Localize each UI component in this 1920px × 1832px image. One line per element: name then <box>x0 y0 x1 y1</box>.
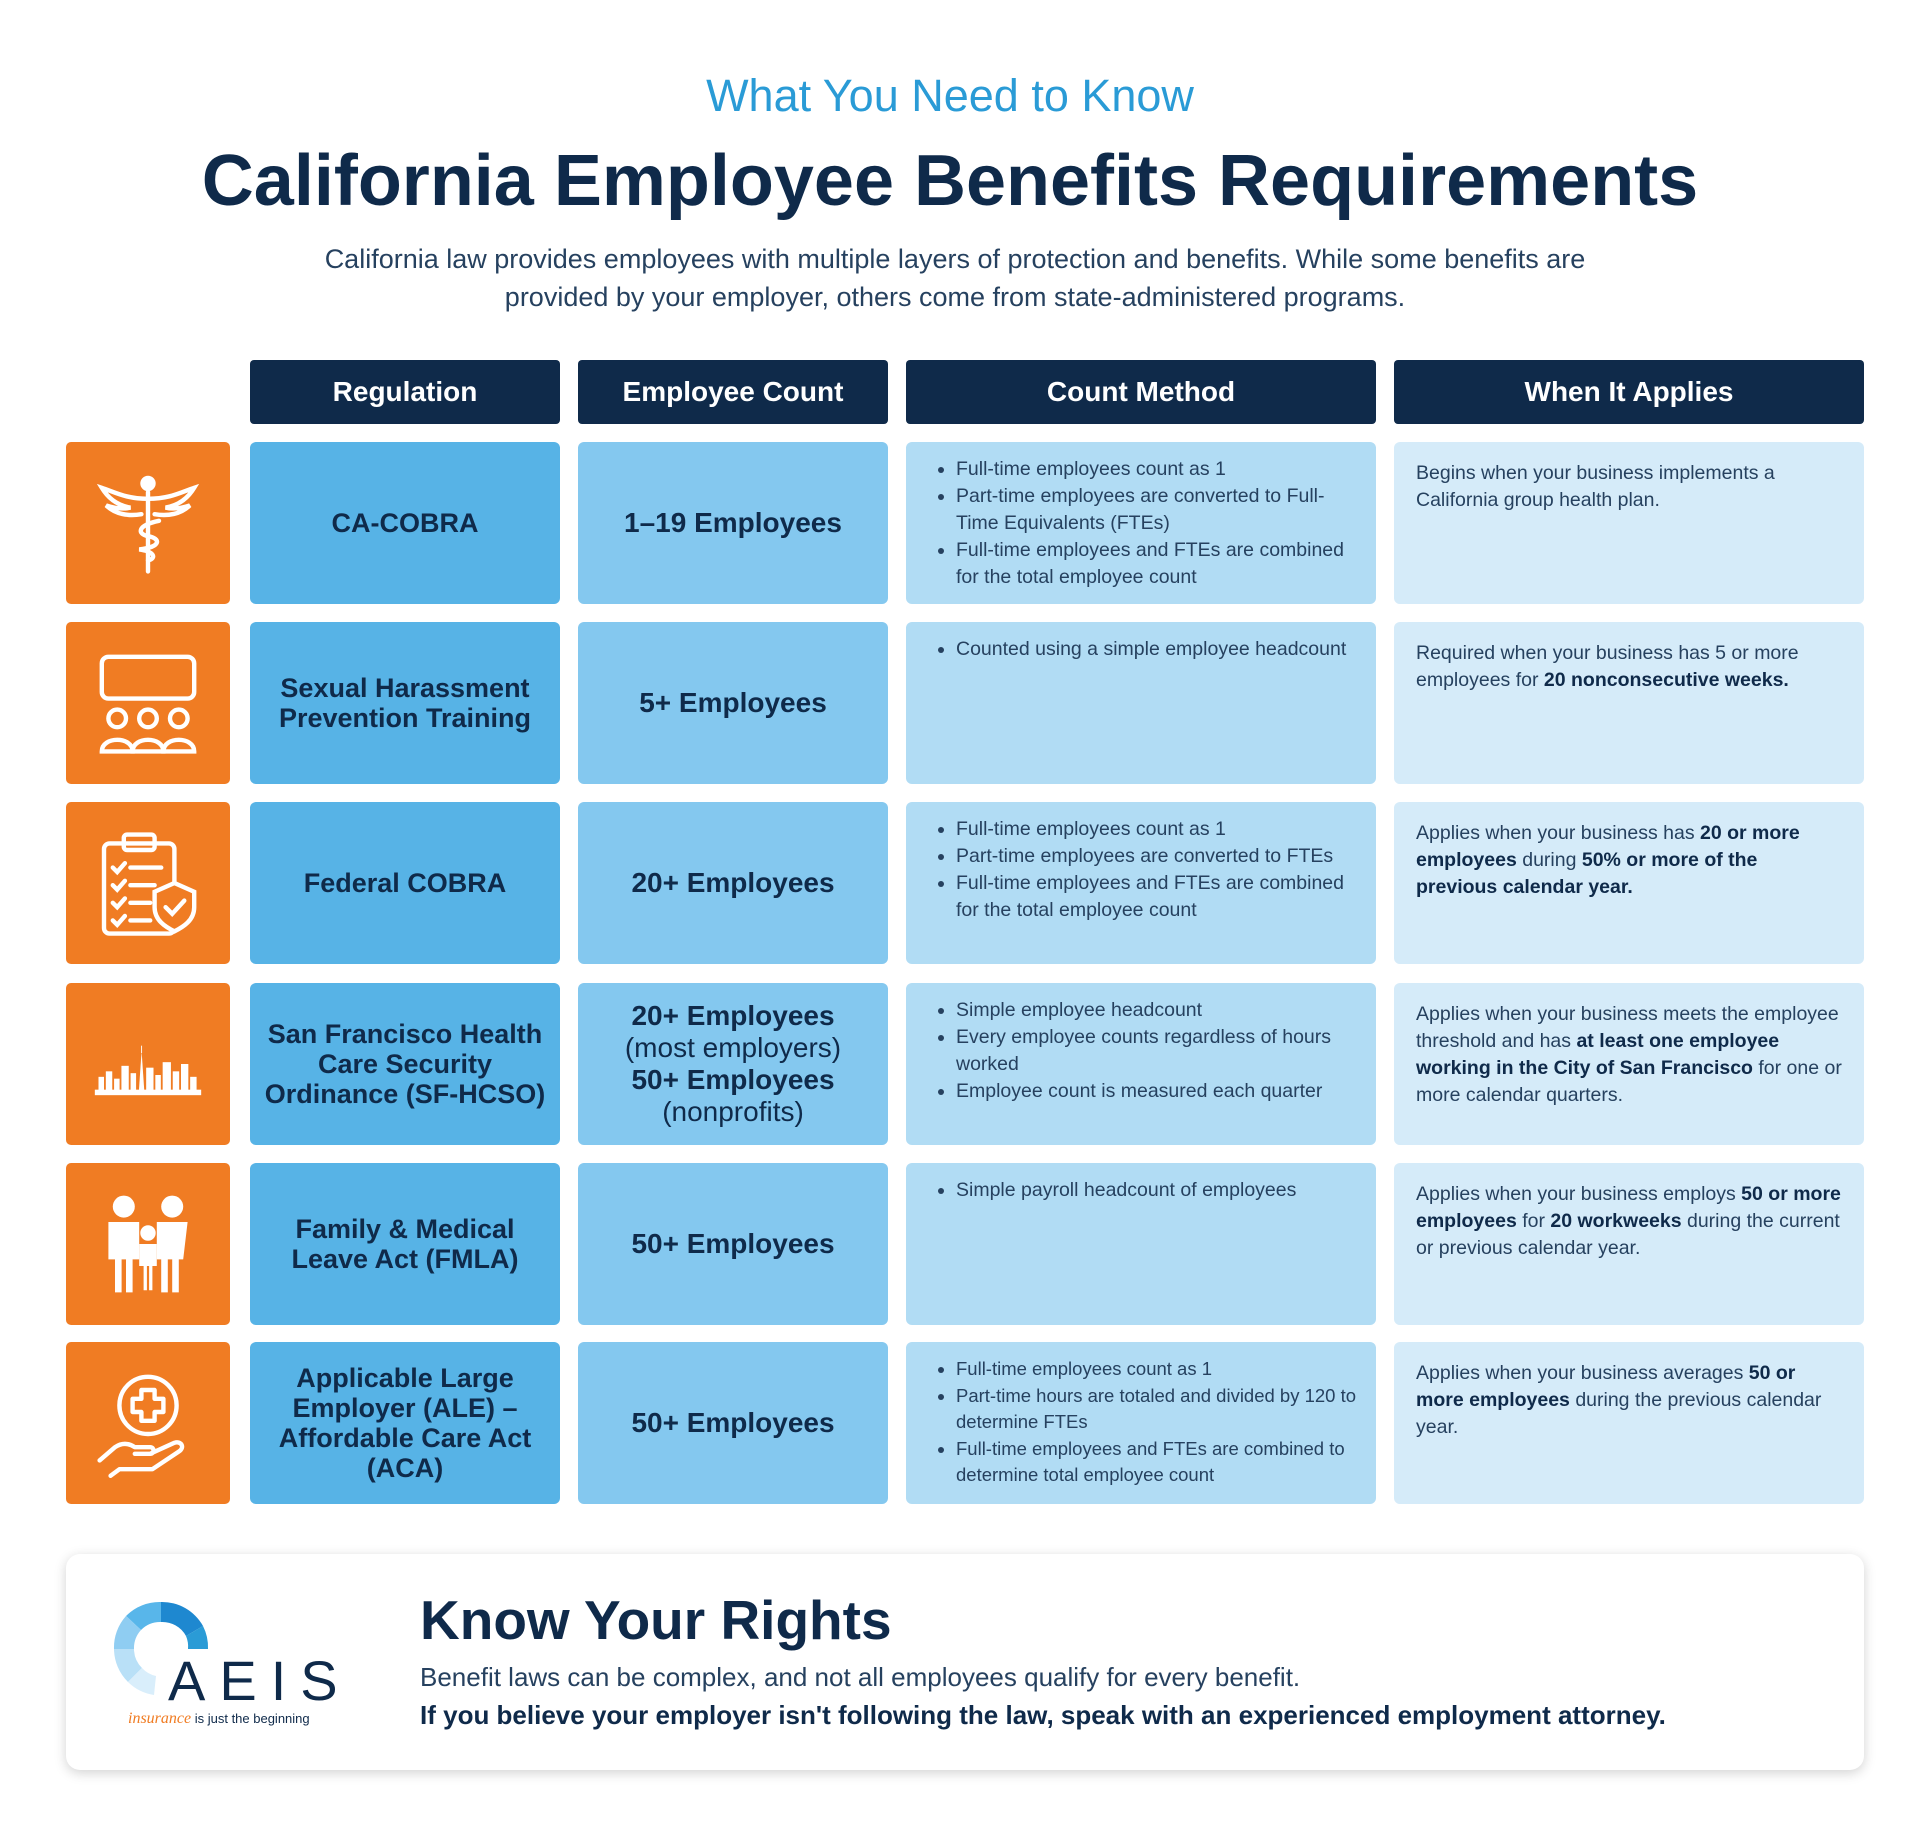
employee-count-value: 50+ Employees <box>631 1064 835 1095</box>
applies-text: during the current or previous calendar year. <box>1416 1210 1840 1259</box>
column-header-regulation: Regulation <box>250 360 560 424</box>
applies-text-bold: 50 or more employees <box>1416 1183 1841 1232</box>
count-method-item: • Every employee counts regardless of hours worked <box>956 1024 1360 1078</box>
count-method-item: • Simple payroll headcount of employees <box>956 1177 1360 1204</box>
applies-text: during the previous calendar year. <box>1416 1389 1822 1438</box>
count-method-item: • Part-time hours are totaled and divided by 120 to determine FTEs <box>956 1383 1360 1436</box>
count-method-item: • Part-time employees are converted to Full-Time Equivalents (FTEs) <box>956 483 1360 537</box>
count-method-item: • Full-time employees and FTEs are combined for the total employee count <box>956 870 1360 924</box>
count-method-item: • Full-time employees count as 1 <box>956 816 1360 843</box>
count-method-item: • Full-time employees count as 1 <box>956 456 1360 483</box>
applies-text: Applies when your business has <box>1416 822 1700 844</box>
table-row <box>0 442 1920 604</box>
table-row <box>0 983 1920 1145</box>
applies-text: Applies when your business averages <box>1416 1362 1749 1384</box>
employee-count-note: (nonprofits) <box>662 1096 804 1127</box>
employee-count-cell <box>578 802 888 964</box>
employee-count-value: 5+ Employees <box>639 687 827 718</box>
employee-count-note: (most employers) <box>624 1032 842 1063</box>
table-row <box>0 802 1920 964</box>
page-title: California Employee Benefits Requirements <box>201 141 1699 221</box>
employee-count-cell <box>578 622 888 784</box>
when-it-applies-cell <box>1394 442 1864 604</box>
when-it-applies-cell <box>1394 983 1864 1145</box>
count-method-cell <box>906 802 1376 964</box>
count-method-cell <box>906 983 1376 1145</box>
page-intro: California law provides employees with multiple layers of protection and benefits. While some benefits are provided by your employer, others come from state-administered programs. <box>324 244 1586 312</box>
count-method-item: • Full-time employees count as 1 <box>956 1356 1360 1383</box>
employee-count-cell <box>578 1342 888 1504</box>
regulation-cell: CA-COBRA <box>250 442 560 604</box>
column-header-when-it-applies: When It Applies <box>1394 360 1864 424</box>
applies-text-bold: at least one employee working in the City of San Francisco <box>1416 1030 1780 1079</box>
employee-count-cell <box>578 442 888 604</box>
applies-text-bold: 20 workweeks <box>1550 1210 1682 1232</box>
employee-count-cell <box>578 1163 888 1325</box>
row-icon-cell <box>66 1342 230 1504</box>
applies-text-bold: 20 or more employees <box>1416 822 1800 871</box>
column-header-employee-count: Employee Count <box>578 360 888 424</box>
applies-text: for <box>1516 1210 1551 1232</box>
count-method-item: • Part-time employees are converted to FTEs <box>956 843 1360 870</box>
family-icon <box>93 1189 203 1299</box>
table-row <box>0 622 1920 784</box>
count-method-item: • Simple employee headcount <box>956 997 1360 1024</box>
count-method-item: • Employee count is measured each quarter <box>956 1078 1360 1105</box>
count-method-cell <box>906 622 1376 784</box>
applies-text: Applies when your business meets the employee threshold and has <box>1416 1003 1839 1052</box>
page-kicker: What You Need to Know <box>706 70 1194 121</box>
footer-callout: If you believe your employer isn't following the law, speak with an experienced employment attorney. <box>420 1700 1666 1730</box>
logo-tagline-rest: is just the beginning <box>191 1711 310 1726</box>
regulation-cell: Federal COBRA <box>250 802 560 964</box>
row-icon-cell <box>66 802 230 964</box>
count-method-cell <box>906 442 1376 604</box>
footer-title: Know Your Rights <box>420 1589 892 1651</box>
applies-text-bold: 50 or more employees <box>1416 1362 1796 1411</box>
employee-count-value: 1–19 Employees <box>624 507 842 538</box>
employee-count-value: 20+ Employees <box>631 867 835 898</box>
applies-text-bold: 20 nonconsecutive weeks. <box>1543 669 1789 691</box>
applies-text: Required when your business has 5 or more employees for <box>1416 642 1799 691</box>
when-it-applies-cell <box>1394 622 1864 784</box>
applies-text-bold: 50% or more of the previous calendar year. <box>1416 849 1758 898</box>
row-icon-cell <box>66 1163 230 1325</box>
applies-text: during <box>1516 849 1582 871</box>
footer-text: Benefit laws can be complex, and not all employees qualify for every benefit. <box>420 1662 1301 1692</box>
row-icon-cell <box>66 983 230 1145</box>
applies-text: Begins when your business implements a California group health plan. <box>1416 462 1775 511</box>
count-method-item: • Full-time employees and FTEs are combined to determine total employee count <box>956 1436 1360 1489</box>
know-your-rights-panel <box>66 1554 1864 1770</box>
hand-medical-cross-icon <box>93 1368 203 1478</box>
clipboard-checklist-icon <box>93 828 203 938</box>
when-it-applies-cell <box>1394 1163 1864 1325</box>
training-presentation-icon <box>93 648 203 758</box>
regulation-cell: San Francisco Health Care Security Ordinance (SF-HCSO) <box>250 983 560 1145</box>
employee-count-value: 50+ Employees <box>631 1407 835 1438</box>
regulation-cell: Family & Medical Leave Act (FMLA) <box>250 1163 560 1325</box>
logo-wordmark: AEIS <box>168 1649 352 1712</box>
employee-count-cell <box>578 983 888 1145</box>
column-header-count-method: Count Method <box>906 360 1376 424</box>
applies-text: Applies when your business employs <box>1416 1183 1742 1205</box>
regulation-cell: Sexual Harassment Prevention Training <box>250 622 560 784</box>
count-method-item: • Full-time employees and FTEs are combined for the total employee count <box>956 537 1360 591</box>
logo-tagline-em: insurance <box>128 1710 192 1727</box>
row-icon-cell <box>66 622 230 784</box>
logo-tagline <box>128 1710 310 1728</box>
table-row <box>0 1342 1920 1504</box>
count-method-cell <box>906 1163 1376 1325</box>
count-method-cell <box>906 1342 1376 1504</box>
employee-count-value: 20+ Employees <box>631 1000 835 1031</box>
table-row <box>0 1163 1920 1325</box>
city-skyline-icon <box>93 1009 203 1119</box>
regulation-cell: Applicable Large Employer (ALE) – Affordable Care Act (ACA) <box>250 1342 560 1504</box>
employee-count-value: 50+ Employees <box>631 1228 835 1259</box>
when-it-applies-cell <box>1394 1342 1864 1504</box>
row-icon-cell <box>66 442 230 604</box>
caduceus-icon <box>93 468 203 578</box>
aeis-logo <box>106 1594 366 1734</box>
when-it-applies-cell <box>1394 802 1864 964</box>
count-method-item: • Counted using a simple employee headcount <box>956 636 1360 663</box>
applies-text: for one or more calendar quarters. <box>1416 1057 1842 1106</box>
